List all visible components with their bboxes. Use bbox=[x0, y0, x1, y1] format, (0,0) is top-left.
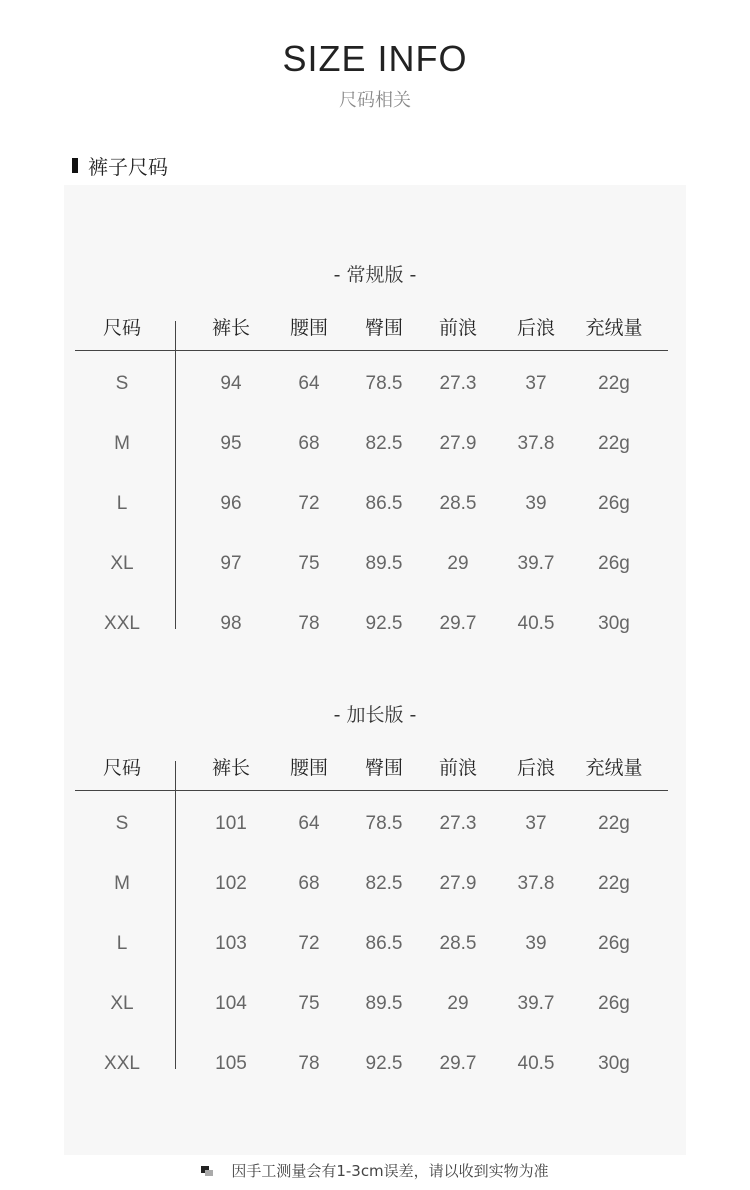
header-col-front-rise: 前浪 bbox=[438, 317, 478, 339]
table-cell-col-front-rise: 27.9 bbox=[439, 433, 477, 454]
table-cell-col-front-rise: 29 bbox=[447, 553, 469, 574]
table-cell-col-size: M bbox=[114, 433, 130, 454]
table-cell-col-back-rise: 39.7 bbox=[517, 553, 555, 574]
table-cell-col-size: M bbox=[114, 873, 130, 894]
table-cell-col-pants-length: 104 bbox=[215, 993, 247, 1014]
table-cell-col-back-rise: 39 bbox=[525, 493, 547, 514]
size-column-divider bbox=[175, 761, 176, 1069]
table-cell-col-waist: 68 bbox=[298, 873, 320, 894]
table-cell-col-fill: 30g bbox=[598, 613, 630, 634]
table-cell-col-waist: 72 bbox=[298, 493, 320, 514]
table-cell-col-pants-length: 101 bbox=[215, 813, 247, 834]
table-cell-col-waist: 78 bbox=[298, 613, 320, 634]
table-cell-col-fill: 22g bbox=[598, 813, 630, 834]
table-cell-col-hip: 78.5 bbox=[365, 813, 403, 834]
table-cell-col-waist: 75 bbox=[298, 993, 320, 1014]
header-col-hip: 臀围 bbox=[364, 317, 404, 339]
table-cell-col-hip: 89.5 bbox=[365, 993, 403, 1014]
table-cell-col-fill: 26g bbox=[598, 993, 630, 1014]
table-cell-col-waist: 72 bbox=[298, 933, 320, 954]
header-col-pants-length: 裤长 bbox=[211, 317, 251, 339]
table-cell-col-pants-length: 103 bbox=[215, 933, 247, 954]
table-cell-col-back-rise: 37.8 bbox=[517, 873, 555, 894]
header-col-waist: 腰围 bbox=[289, 757, 329, 779]
footnote-text: 因手工测量会有1-3cm误差，请以收到实物为准 bbox=[231, 1162, 549, 1180]
table-cell-col-front-rise: 29.7 bbox=[439, 1053, 477, 1074]
table-cell-col-size: XL bbox=[110, 993, 134, 1014]
table-cell-col-size: XXL bbox=[104, 613, 140, 634]
header-col-size: 尺码 bbox=[102, 757, 142, 779]
table-title: - 加长版 - bbox=[333, 704, 417, 726]
table-cell-col-fill: 30g bbox=[598, 1053, 630, 1074]
header-col-hip: 臀围 bbox=[364, 757, 404, 779]
table-cell-col-front-rise: 28.5 bbox=[439, 933, 477, 954]
section-marker-icon bbox=[72, 158, 78, 173]
table-cell-col-back-rise: 37 bbox=[525, 813, 547, 834]
table-cell-col-front-rise: 27.3 bbox=[439, 813, 477, 834]
header-divider bbox=[75, 350, 668, 351]
table-cell-col-hip: 86.5 bbox=[365, 493, 403, 514]
table-cell-col-front-rise: 27.9 bbox=[439, 873, 477, 894]
header-col-back-rise: 后浪 bbox=[516, 757, 556, 779]
table-cell-col-size: XL bbox=[110, 553, 134, 574]
table-cell-col-waist: 78 bbox=[298, 1053, 320, 1074]
header-col-front-rise: 前浪 bbox=[438, 757, 478, 779]
table-cell-col-waist: 64 bbox=[298, 813, 320, 834]
table-cell-col-fill: 22g bbox=[598, 873, 630, 894]
table-cell-col-pants-length: 96 bbox=[220, 493, 242, 514]
table-cell-col-hip: 86.5 bbox=[365, 933, 403, 954]
header-col-fill: 充绒量 bbox=[585, 317, 643, 339]
table-cell-col-back-rise: 40.5 bbox=[517, 613, 555, 634]
table-cell-col-back-rise: 40.5 bbox=[517, 1053, 555, 1074]
size-panel bbox=[64, 185, 686, 1155]
header-col-fill: 充绒量 bbox=[585, 757, 643, 779]
table-cell-col-back-rise: 37 bbox=[525, 373, 547, 394]
table-cell-col-pants-length: 95 bbox=[220, 433, 242, 454]
table-cell-col-hip: 82.5 bbox=[365, 433, 403, 454]
table-cell-col-waist: 64 bbox=[298, 373, 320, 394]
note-square-icon bbox=[201, 1166, 213, 1176]
table-cell-col-hip: 78.5 bbox=[365, 373, 403, 394]
table-cell-col-front-rise: 27.3 bbox=[439, 373, 477, 394]
table-cell-col-pants-length: 102 bbox=[215, 873, 247, 894]
table-cell-col-fill: 22g bbox=[598, 373, 630, 394]
section-heading-label: 裤子尺码 bbox=[88, 155, 168, 179]
table-cell-col-fill: 26g bbox=[598, 933, 630, 954]
table-cell-col-size: L bbox=[116, 933, 128, 954]
table-cell-col-waist: 75 bbox=[298, 553, 320, 574]
header-col-pants-length: 裤长 bbox=[211, 757, 251, 779]
table-cell-col-pants-length: 94 bbox=[220, 373, 242, 394]
table-cell-col-size: S bbox=[115, 813, 129, 834]
table-cell-col-front-rise: 29.7 bbox=[439, 613, 477, 634]
table-cell-col-size: XXL bbox=[104, 1053, 140, 1074]
table-cell-col-fill: 26g bbox=[598, 553, 630, 574]
table-cell-col-hip: 89.5 bbox=[365, 553, 403, 574]
table-cell-col-back-rise: 39 bbox=[525, 933, 547, 954]
table-cell-col-pants-length: 105 bbox=[215, 1053, 247, 1074]
table-cell-col-front-rise: 29 bbox=[447, 993, 469, 1014]
table-cell-col-hip: 92.5 bbox=[365, 1053, 403, 1074]
footnote bbox=[0, 1160, 750, 1181]
section-heading bbox=[72, 151, 168, 180]
table-cell-col-back-rise: 39.7 bbox=[517, 993, 555, 1014]
table-cell-col-fill: 26g bbox=[598, 493, 630, 514]
page-subtitle: 尺码相关 bbox=[339, 90, 411, 111]
table-cell-col-pants-length: 98 bbox=[220, 613, 242, 634]
table-cell-col-pants-length: 97 bbox=[220, 553, 242, 574]
table-cell-col-back-rise: 37.8 bbox=[517, 433, 555, 454]
table-cell-col-hip: 92.5 bbox=[365, 613, 403, 634]
table-title: - 常规版 - bbox=[333, 264, 417, 286]
header-col-waist: 腰围 bbox=[289, 317, 329, 339]
table-cell-col-fill: 22g bbox=[598, 433, 630, 454]
table-cell-col-hip: 82.5 bbox=[365, 873, 403, 894]
header-col-back-rise: 后浪 bbox=[516, 317, 556, 339]
table-cell-col-size: L bbox=[116, 493, 128, 514]
table-cell-col-front-rise: 28.5 bbox=[439, 493, 477, 514]
table-cell-col-size: S bbox=[115, 373, 129, 394]
table-cell-col-waist: 68 bbox=[298, 433, 320, 454]
page-title: SIZE INFO bbox=[282, 38, 468, 79]
size-column-divider bbox=[175, 321, 176, 629]
header-col-size: 尺码 bbox=[102, 317, 142, 339]
header-divider bbox=[75, 790, 668, 791]
